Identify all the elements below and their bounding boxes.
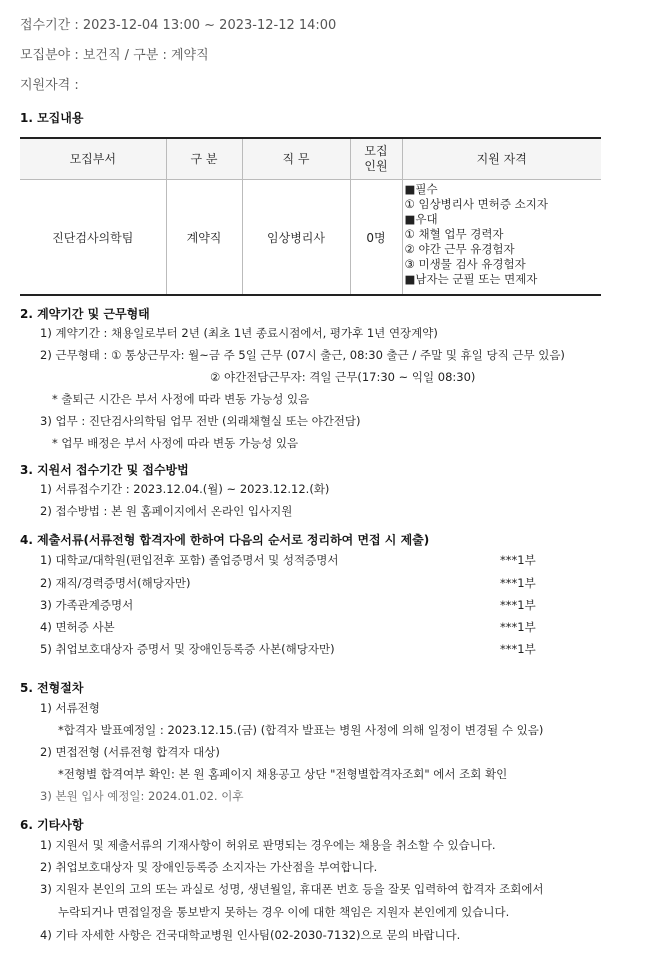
notice-line: 1) 지원서 및 제출서류의 기재사항이 허위로 판명되는 경우에는 채용을 취소할 수 있습니다. <box>40 838 496 852</box>
table-header-row <box>20 138 601 180</box>
header-qualification: 지원 자격 <box>402 138 601 180</box>
recruit-field: 모집분야 : 보건직 / 구분 : 계약직 <box>20 48 209 63</box>
document-item: 5) 취업보호대상자 증명서 및 장애인등록증 사본(해당자만) <box>40 642 335 656</box>
note-line: * 출퇴근 시간은 부서 사정에 따라 변동 가능성 있음 <box>52 392 310 406</box>
cell-job: 임상병리사 <box>242 180 350 296</box>
duty-line: 3) 업무 : 진단검사의학팀 업무 전반 (외래채혈실 또는 야간전담) <box>40 414 361 428</box>
qualification-line: ① 채혈 업무 경력자 <box>404 227 504 241</box>
application-period: 접수기간 : 2023-12-04 13:00 ~ 2023-12-12 14:00 <box>20 18 337 33</box>
application-period-line: 1) 서류접수기간 : 2023.12.04.(월) ~ 2023.12.12.(화) <box>40 482 330 496</box>
document-copies: ***1부 <box>500 642 536 656</box>
qualification-line: ■필수 <box>404 182 438 196</box>
contract-period-line: 1) 계약기간 : 채용일로부터 2년 (최초 1년 종료시점에서, 평가후 1년 연장계약) <box>40 326 438 340</box>
notice-line: 3) 지원자 본인의 고의 또는 과실로 성명, 생년월일, 휴대폰 번호 등을 잘못 입력하여 합격자 조회에서 <box>40 882 544 896</box>
section-1-title: 1. 모집내용 <box>20 111 84 125</box>
qualification-line: ③ 미생물 검사 유경험자 <box>404 257 526 271</box>
section-6-title: 6. 기타사항 <box>20 818 84 832</box>
cell-qualifications <box>402 180 601 296</box>
header-type: 구 분 <box>166 138 242 180</box>
screening-note: *전형별 합격여부 확인: 본 원 홈페이지 채용공고 상단 "전형별합격자조회" 에서 조회 확인 <box>58 767 508 781</box>
night-shift-line: ② 야간전담근무자: 격일 근무(17:30 ~ 익일 08:30) <box>210 370 476 384</box>
application-method-line: 2) 접수방법 : 본 원 홈페이지에서 온라인 입사지원 <box>40 504 293 518</box>
document-copies: ***1부 <box>500 553 536 567</box>
notice-line: 2) 취업보호대상자 및 장애인등록증 소지자는 가산점을 부여합니다. <box>40 860 378 874</box>
qualification-line: ② 야간 근무 유경험자 <box>404 242 515 256</box>
cell-dept: 진단검사의학팀 <box>20 180 166 296</box>
document-item: 3) 가족관계증명서 <box>40 598 134 612</box>
document-item: 2) 재직/경력증명서(해당자만) <box>40 576 191 590</box>
cell-type: 계약직 <box>166 180 242 296</box>
notice-line: 누락되거나 면접일정을 통보받지 못하는 경우 이에 대한 책임은 지원자 본인에게 있습니다. <box>58 905 510 919</box>
header-job: 직 무 <box>242 138 350 180</box>
document-item: 4) 면허증 사본 <box>40 620 115 634</box>
document-copies: ***1부 <box>500 576 536 590</box>
qualification-line: ■남자는 군필 또는 면제자 <box>404 272 538 286</box>
table-row <box>20 180 601 296</box>
screening-step: 1) 서류전형 <box>40 701 100 715</box>
document-copies: ***1부 <box>500 598 536 612</box>
screening-note: *합격자 발표예정일 : 2023.12.15.(금) (합격자 발표는 병원 사정에 의해 일정이 변경될 수 있음) <box>58 723 544 737</box>
recruitment-table <box>20 137 601 296</box>
document-copies: ***1부 <box>500 620 536 634</box>
header-count: 모집 인원 <box>350 138 402 180</box>
note-line: * 업무 배정은 부서 사정에 따라 변동 가능성 있음 <box>52 436 299 450</box>
section-4-title: 4. 제출서류(서류전형 합격자에 한하여 다음의 순서로 정리하여 면접 시 제출) <box>20 533 430 547</box>
section-5-title: 5. 전형절차 <box>20 681 84 695</box>
header-dept: 모집부서 <box>20 138 166 180</box>
cell-count: 0명 <box>350 180 402 296</box>
qualification-line: ① 임상병리사 면허증 소지자 <box>404 197 548 211</box>
notice-line: 4) 기타 자세한 사항은 건국대학교병원 인사팀(02-2030-7132)으로 문의 바랍니다. <box>40 928 461 942</box>
document-item: 1) 대학교/대학원(편입전후 포함) 졸업증명서 및 성적증명서 <box>40 553 339 567</box>
start-date-line: 3) 본원 입사 예정일: 2024.01.02. 이후 <box>40 789 244 803</box>
work-type-line: 2) 근무형태 : ① 통상근무자: 월~금 주 5일 근무 (07시 출근, 08:30 출근 / 주말 및 휴일 당직 근무 있음) <box>40 348 565 362</box>
section-3-title: 3. 지원서 접수기간 및 접수방법 <box>20 463 189 477</box>
qualification-line: ■우대 <box>404 212 438 226</box>
qualification-label: 지원자격 : <box>20 78 79 93</box>
screening-step: 2) 면접전형 (서류전형 합격자 대상) <box>40 745 220 759</box>
section-2-title: 2. 계약기간 및 근무형태 <box>20 307 150 321</box>
